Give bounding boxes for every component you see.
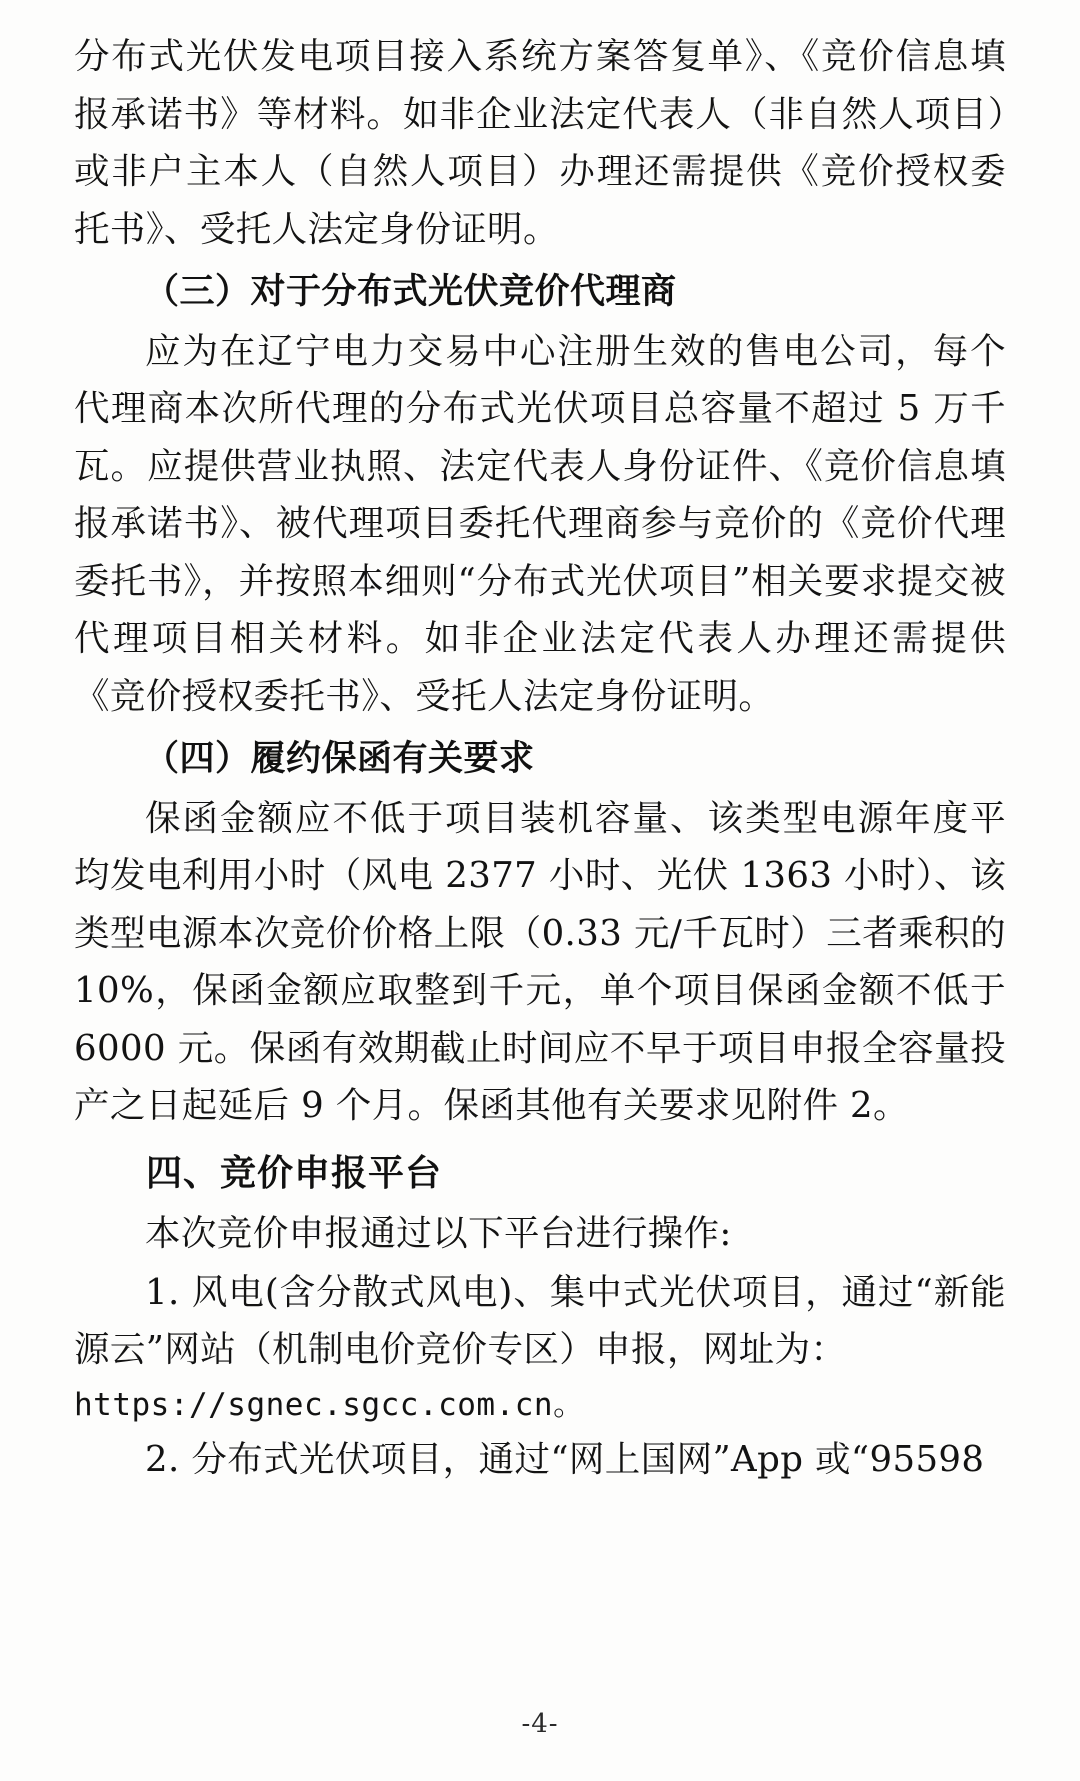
paragraph-platform-intro: 本次竞价申报通过以下平台进行操作: — [145, 1213, 732, 1255]
page-number: -4- — [521, 1709, 559, 1739]
section-heading-three: （三）对于分布式光伏竞价代理商 — [144, 272, 677, 312]
paragraph-item-one: 1. 风电(含分散式风电)、集中式光伏项目，通过“新能源云”网站（机制电价竞价专区）申报，网址为： — [74, 1271, 1006, 1371]
paragraph-url: https://sgnec.sgcc.com.cn。 — [74, 1386, 585, 1423]
paragraph-guarantee-requirements: 保函金额应不低于项目装机容量、该类型电源年度平均发电利用小时（风电 2377 小时、光伏 1363 小时）、该类型电源本次竞价价格上限（0.33 元/千瓦时）三者乘积的 10%，保函金额应取整到千元，单个项目保函金额不低于 6000 元。保函有效期截止时间应不早于项目申报全容量投产之日起延后 9 个月。保函其他有关要求见附件 2。 — [74, 797, 1006, 1127]
paragraph-agent-requirements: 应为在辽宁电力交易中心注册生效的售电公司，每个代理商本次所代理的分布式光伏项目总容量不超过 5 万千瓦。应提供营业执照、法定代表人身份证件、《竞价信息填报承诺书》、被代理项目委托代理商参与竞价的《竞价代理委托书》，并按照本细则“分布式光伏项目”相关要求提交被代理项目相关材料。如非企业法定代表人办理还需提供《竞价授权委托书》、受托人法定身份证明。 — [74, 330, 1006, 717]
paragraph-continuation: 分布式光伏发电项目接入系统方案答复单》、《竞价信息填报承诺书》等材料。如非企业法定代表人（非自然人项目）或非户主本人（自然人项目）办理还需提供《竞价授权委托书》、受托人法定身份证明。 — [74, 36, 1006, 250]
paragraph-item-two: 2. 分布式光伏项目，通过“网上国网”App 或“95598 — [145, 1438, 985, 1480]
section-heading-platform: 四、竞价申报平台 — [146, 1152, 443, 1194]
section-heading-four: （四）履约保函有关要求 — [144, 739, 535, 780]
